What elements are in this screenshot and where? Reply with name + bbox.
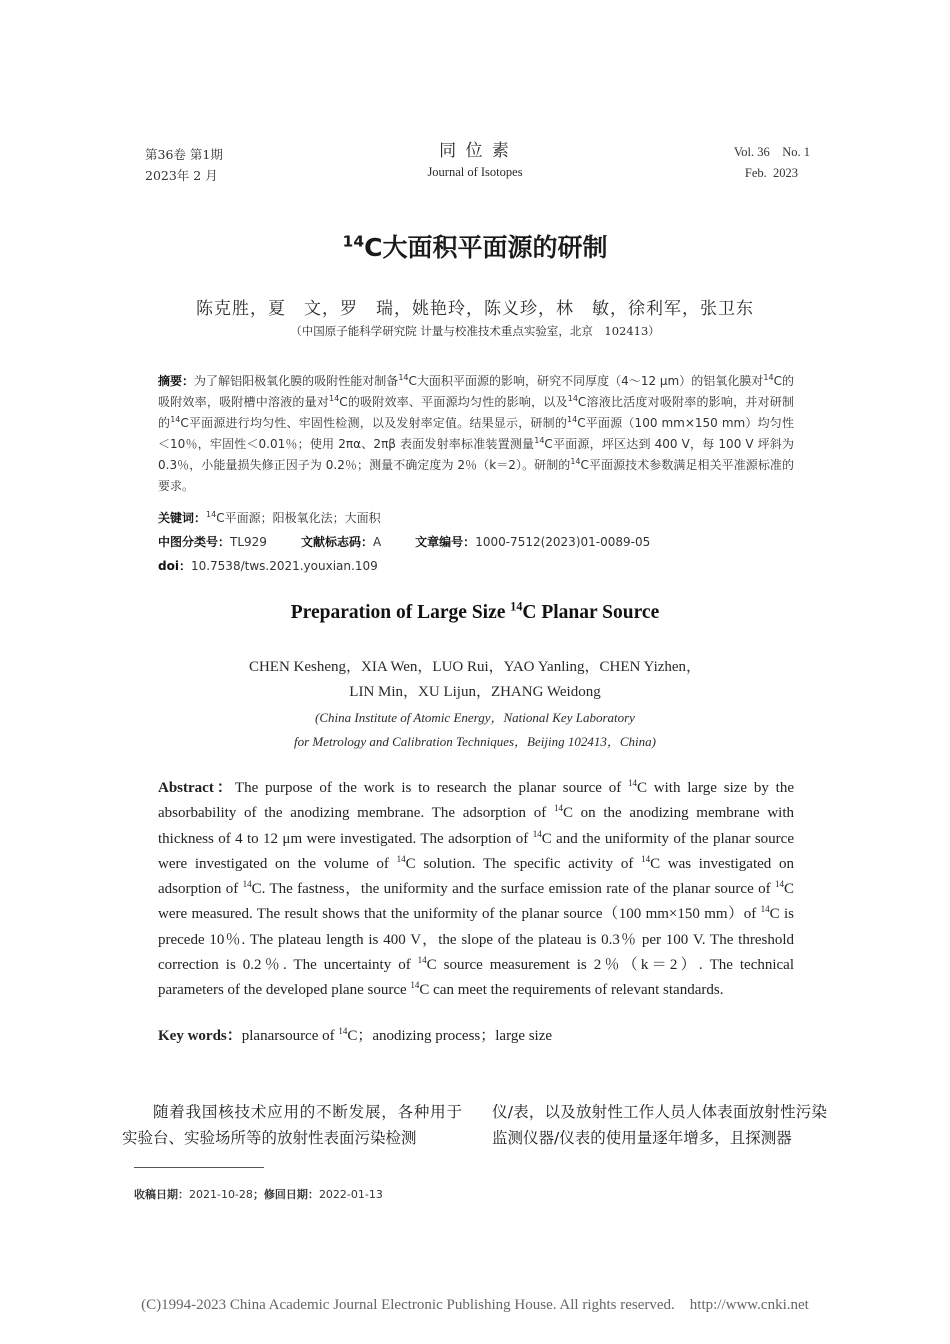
- clc-value: TL929: [230, 535, 267, 549]
- affiliation-en-line: for Metrology and Calibration Techniques，Beijing 102413，China): [294, 734, 656, 749]
- abstract-en: [158, 776, 794, 1004]
- authors-cn: 陈克胜，夏 文，罗 瑞，姚艳玲，陈义珍，林 敏，徐利军，张卫东: [196, 299, 754, 319]
- received-label: 收稿日期：: [134, 1188, 189, 1201]
- affiliation-en: [0, 706, 950, 754]
- doccode-value: A: [372, 535, 382, 549]
- abstract-en-text: C can meet the requirements of relevant standards.: [419, 982, 724, 999]
- doi-label: doi：: [158, 559, 191, 573]
- superscript: 14: [398, 373, 409, 382]
- superscript: 14: [763, 373, 774, 382]
- superscript: 14: [567, 394, 578, 403]
- doccode-label: 文献标志码：: [300, 535, 373, 549]
- clc-label: 中图分类号：: [158, 535, 231, 549]
- abstract-cn-text: C的吸附效率、平面源均匀性的影响，以及: [339, 395, 568, 409]
- keywords-cn-value: C平面源；阳极氧化法；大面积: [216, 511, 381, 525]
- superscript: 14: [510, 599, 523, 614]
- abstract-en-text: C and the uniformity of the planar source were investigated on the volume of: [158, 830, 794, 872]
- copyright-footer: (C)1994-2023 China Academic Journal Electronic Publishing House. All rights reserved. http://www.cnki.net: [141, 1297, 809, 1313]
- title-cn-superscript: 14: [342, 232, 365, 251]
- abstract-cn-text: C溶液比活度对吸附率的影响，并对研制的: [158, 395, 794, 430]
- body-column-right: 仪/表，以及放射性工作人员人体表面放射性污染监测仪器/仪表的使用量逐年增多，且探测器: [492, 1103, 827, 1147]
- superscript: 14: [628, 778, 637, 788]
- superscript: 14: [760, 904, 770, 915]
- revised-label: ；修回日期：: [252, 1188, 319, 1201]
- abstract-en-text: C source measurement is 2％（k＝2）. The technical parameters of the developed plane source: [158, 957, 794, 999]
- abstract-en-text: C solution. The specific activity of: [405, 855, 642, 872]
- abstract-en-text: C were measured. The result shows that the uniformity of the planar source（100 mm×150 mm）of: [158, 881, 794, 923]
- keywords-en: [158, 1024, 794, 1045]
- abstract-en-text: C with large size by the absorbability of the anodizing membrane. The adsorption of: [158, 780, 794, 822]
- article-number-label: 文章编号：: [415, 535, 476, 549]
- abstract-en-text: The purpose of the work is to research the planar source of: [234, 780, 628, 796]
- title-cn: [0, 228, 950, 264]
- abstract-en-text: C was investigated on adsorption of: [158, 855, 794, 898]
- title-en-text: Preparation of Large Size: [290, 602, 511, 623]
- superscript: 14: [338, 1026, 348, 1036]
- abstract-cn-label: 摘要：: [158, 374, 195, 388]
- classification-line: [158, 532, 794, 553]
- abstract-cn-text: C的吸附效率，吸附槽中溶液的量对: [158, 374, 794, 409]
- title-en-text: C Planar Source: [522, 602, 660, 623]
- abstract-en-label: Abstract：: [158, 780, 235, 796]
- abstract-cn-text: C平面源技术参数满足相关平准源标准的要求。: [158, 458, 794, 493]
- article-number-value: 1000-7512(2023)01-0089-05: [475, 535, 651, 549]
- volume-issue-en: Vol. 36 No. 1: [733, 145, 810, 159]
- doi-value[interactable]: 10.7538/tws.2021.youxian.109: [190, 559, 378, 573]
- keywords-en-text: planarsource of: [241, 1028, 339, 1044]
- keywords-en-text: C；anodizing process；large size: [347, 1028, 553, 1044]
- volume-issue-cn: 第36卷 第1期: [145, 147, 223, 162]
- keywords-cn-label: 关键词：: [158, 511, 207, 525]
- superscript: 14: [417, 955, 427, 966]
- journal-name-en: Journal of Isotopes: [427, 165, 523, 179]
- keywords-en-label: Key words：: [158, 1028, 242, 1044]
- superscript: 14: [641, 853, 651, 864]
- affiliation-en-line: (China Institute of Atomic Energy，National Key Laboratory: [315, 710, 635, 725]
- title-cn-text: C大面积平面源的研制: [364, 233, 608, 262]
- abstract-en-text: C on the anodizing membrane with thickness of 4 to 12 μm were investigated. The adsorption of: [158, 805, 794, 847]
- authors-en-line: LIN Min，XU Lijun，ZHANG Weidong: [349, 684, 601, 700]
- revised-date: 2022-01-13: [318, 1188, 383, 1201]
- superscript: 14: [534, 436, 545, 445]
- doi-line: [158, 556, 794, 577]
- authors-en: [0, 655, 950, 705]
- superscript: 14: [206, 510, 217, 519]
- superscript: 14: [410, 980, 420, 991]
- superscript: 14: [170, 415, 181, 424]
- authors-en-line: CHEN Kesheng，XIA Wen，LUO Rui，YAO Yanling，CHEN Yizhen，: [248, 659, 702, 675]
- journal-name-cn: 同 位 素: [439, 141, 511, 161]
- abstract-cn-text: C平面源，坪区达到 400 V，每 100 V 坪斜为 0.3％，小能量损失修正因子为 0.2％；测量不确定度为 2％（k＝2）。研制的: [158, 437, 794, 472]
- abstract-cn-text: C平面源进行均匀性、牢固性检测，以及发射率定值。结果显示，研制的: [180, 416, 568, 430]
- abstract-cn-text: 为了解铝阳极氧化膜的吸附性能对制备: [194, 374, 399, 388]
- abstract-cn: [158, 371, 794, 497]
- superscript: 14: [532, 828, 542, 839]
- superscript: 14: [567, 415, 578, 424]
- superscript: 14: [570, 457, 581, 466]
- body-column-left: 随着我国核技术应用的不断发展，各种用于实验台、实验场所等的放射性表面污染检测: [122, 1103, 462, 1147]
- affiliation-cn: （中国原子能科学研究院 计量与校准技术重点实验室，北京 102413）: [290, 324, 660, 338]
- superscript: 14: [242, 879, 252, 890]
- keywords-cn: [158, 508, 794, 529]
- footnote-rule: [134, 1167, 264, 1168]
- abstract-cn-text: C大面积平面源的影响，研究不同厚度（4～12 μm）的铝氧化膜对: [408, 374, 764, 388]
- abstract-en-text: C. The fastness，the uniformity and the surface emission rate of the planar source of: [251, 881, 775, 898]
- superscript: 14: [396, 853, 406, 864]
- abstract-cn-text: C平面源（100 mm×150 mm）均匀性＜10％，牢固性＜0.01％；使用 2πα、2πβ 表面发射率标准装置测量: [158, 416, 794, 451]
- superscript: 14: [553, 803, 563, 814]
- superscript: 14: [774, 879, 784, 890]
- date-cn: 2023年 2 月: [145, 168, 218, 183]
- superscript: 14: [329, 394, 340, 403]
- footnote: [134, 1186, 383, 1202]
- title-en: [0, 599, 950, 624]
- abstract-en-text: C is precede 10％. The plateau length is 400 V，the slope of the plateau is 0.3％ per 100 V. The threshold correction is 0.2％. The uncertainty of: [158, 906, 794, 974]
- date-en: Feb. 2023: [744, 166, 798, 180]
- received-date: 2021-10-28: [189, 1188, 253, 1201]
